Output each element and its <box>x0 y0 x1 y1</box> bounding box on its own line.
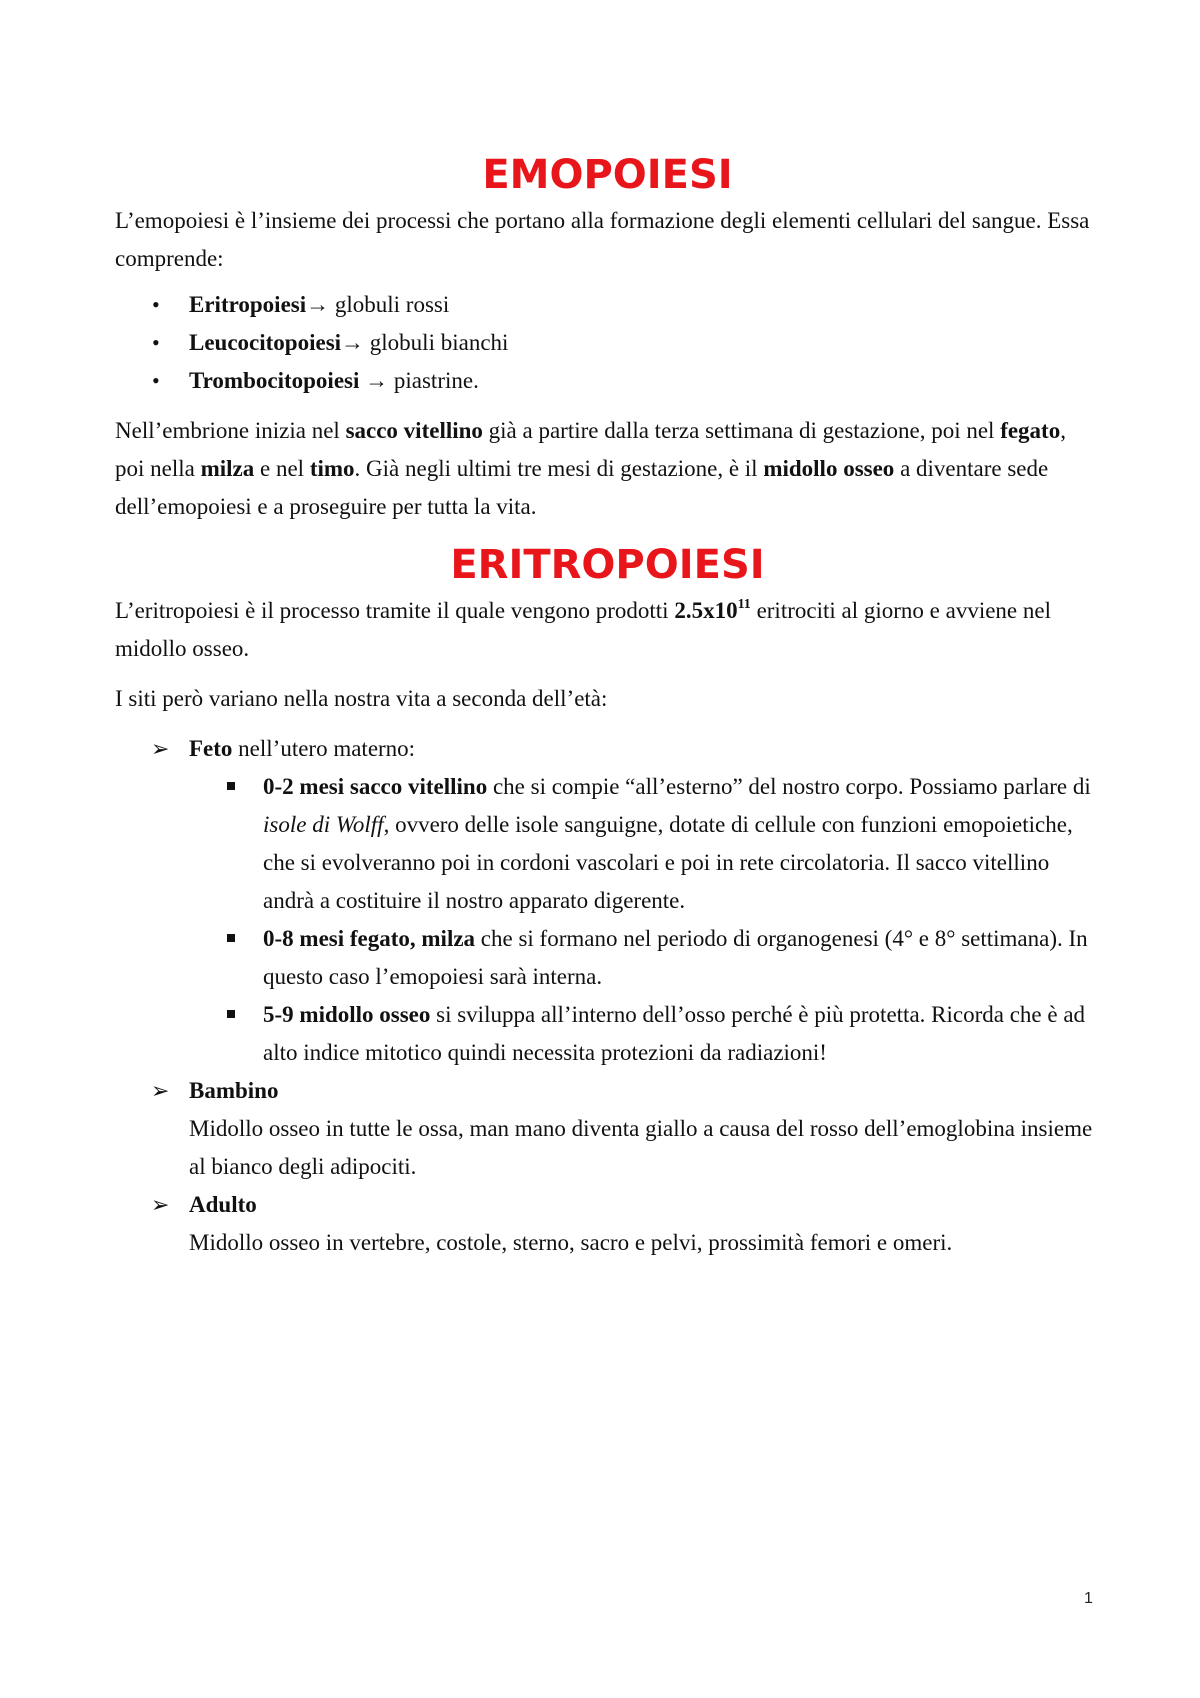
square-bullet-icon <box>227 934 235 942</box>
bullet-icon: • <box>152 330 160 355</box>
document-page <box>115 148 1100 1262</box>
age-sites-list <box>115 730 1100 1262</box>
list-item: • Leucocitopoiesi→ globuli bianchi <box>115 324 1100 362</box>
section-title-eritropoiesi: ERITROPOIESI <box>450 542 765 588</box>
embrione-paragraph: Nell’embrione inizia nel sacco vitellino già a partire dalla terza settimana di gestazione, poi nel fegato, poi nella milza e nel timo. Già negli ultimi tre mesi di gestazione, è il midollo osseo a diventare sede dell’emopoiesi e a proseguire per tutta la vita. <box>115 418 1066 519</box>
sublist-item: 0-2 mesi sacco vitellino che si compie “all’esterno” del nostro corpo. Possiamo parlare di isole di Wolff, ovvero delle isole sanguigne, dotate di cellule con funzioni emopoietiche, che si evolveranno poi in cordoni vascolari e poi in rete circolatoria. Il sacco vitellino andrà a costituire il nostro apparato digerente. <box>115 768 1100 920</box>
sites-paragraph: I siti però variano nella nostra vita a seconda dell’età: <box>115 686 608 711</box>
bullet-icon: • <box>152 292 160 317</box>
eritropoiesi-intro: L’eritropoiesi è il processo tramite il quale vengono prodotti $2.5x10^{11}$ eritrociti al giorno e avviene nel midollo osseo. <box>115 597 1051 661</box>
sublist-item: 5-9 midollo osseo si sviluppa all’interno dell’osso perché è più protetta. Ricorda che è ad alto indice mitotico quindi necessita protezioni da radiazioni! <box>115 996 1100 1072</box>
list-item: • Eritropoiesi→ globuli rossi <box>115 286 1100 324</box>
square-bullet-icon <box>227 782 235 790</box>
arrowhead-bullet-icon: ➢ <box>151 1192 170 1217</box>
list-item-adulto: ➢ Adulto Midollo osseo in vertebre, costole, sterno, sacro e pelvi, prossimità femori e omeri. <box>115 1186 1100 1262</box>
bullet-icon: • <box>152 368 160 393</box>
square-bullet-icon <box>227 1010 235 1018</box>
arrowhead-bullet-icon: ➢ <box>151 1078 170 1103</box>
list-item-bambino: ➢ Bambino Midollo osseo in tutte le ossa, man mano diventa giallo a causa del rosso dell’emoglobina insieme al bianco degli adipociti. <box>115 1072 1100 1186</box>
page-number: 1 <box>1084 1590 1093 1607</box>
emopoiesi-list <box>115 286 1100 400</box>
section-title-emopoiesi: EMOPOIESI <box>482 152 733 198</box>
feto-sublist <box>189 768 1100 1072</box>
list-item: • Trombocitopoiesi → piastrine. <box>115 362 1100 400</box>
list-item-feto: ➢ Feto nell’utero materno: 0-2 mesi sacco vitellino che si compie “all’esterno” del nostro corpo. Possiamo parlare di isole di Wolff, ovvero delle isole sanguigne, dotate di cellule con funzioni emopoietiche, che si evolveranno poi in cordoni vascolari e poi in rete circolatoria. Il sacco vitellino andrà a costituire il nostro apparato digerente. 0-8 mesi fegato, milza che si formano nel periodo di organogenesi (4° e 8° settimana). In questo caso l’emopoiesi sarà interna. 5-9 midollo osseo si sviluppa all’interno dell’osso perché è più protetta. Ricorda che è ad alto indice mitotico quindi necessita protezioni da radiazioni! <box>115 730 1100 1072</box>
emopoiesi-intro: L’emopoiesi è l’insieme dei processi che portano alla formazione degli elementi cellulari del sangue. Essa comprende: <box>115 208 1090 271</box>
sublist-item: 0-8 mesi fegato, milza che si formano nel periodo di organogenesi (4° e 8° settimana). In questo caso l’emopoiesi sarà interna. <box>115 920 1100 996</box>
arrowhead-bullet-icon: ➢ <box>151 736 170 761</box>
